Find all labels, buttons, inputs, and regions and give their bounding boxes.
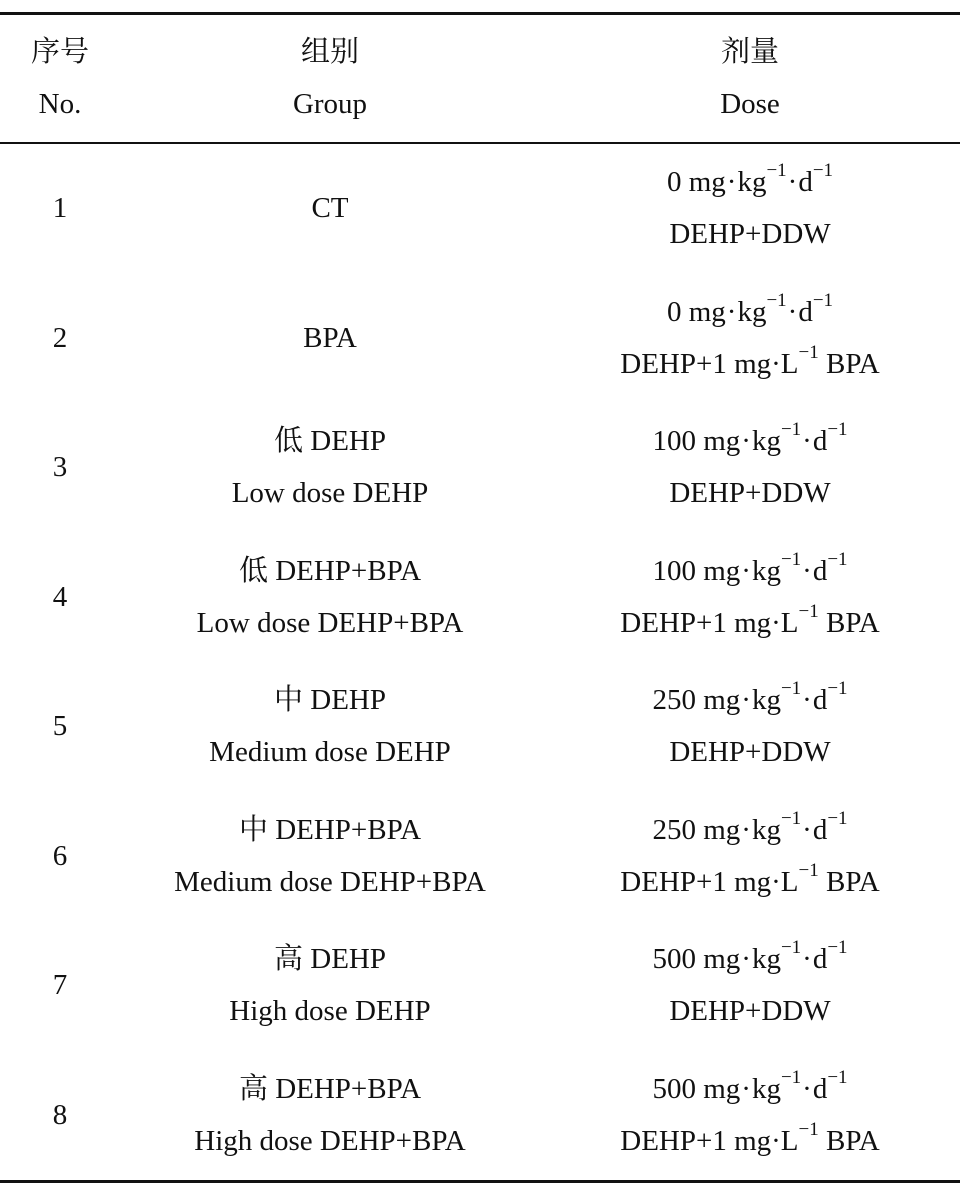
dose-amount-line <box>540 1063 960 1115</box>
dose-vehicle-line: DEHP+DDW <box>669 477 831 509</box>
row-group-zh: 低 DEHP+BPA <box>238 555 422 587</box>
dose-exp: −1 <box>780 678 802 700</box>
dose-exp: −1 <box>798 860 819 882</box>
row-group-en: Low dose DEHP+BPA <box>196 607 464 639</box>
dose-exp: −1 <box>798 342 819 364</box>
header-no-en: No. <box>38 88 82 120</box>
row-no: 5 <box>52 710 68 742</box>
dose-dot: · <box>741 814 751 846</box>
dose-vehicle-line: DEHP+DDW <box>669 995 831 1027</box>
row-group-zh: 高 DEHP <box>274 943 386 975</box>
dose-amount-line <box>540 804 960 856</box>
row-dose-cell <box>540 804 960 908</box>
dose-vehicle-pre: DEHP+1 mg·L <box>620 607 799 639</box>
dose-dot: · <box>802 814 812 846</box>
dose-amount-value: 100 mg <box>652 555 741 587</box>
dose-exp: −1 <box>780 937 802 959</box>
dose-dot: · <box>741 425 751 457</box>
dose-unit-d: d <box>812 943 828 975</box>
dose-dot: · <box>802 943 812 975</box>
row-group-en: High dose DEHP <box>229 995 431 1027</box>
header-no <box>0 26 120 130</box>
row-no: 4 <box>52 581 68 613</box>
dose-exp: −1 <box>780 808 802 830</box>
top-rule <box>0 12 960 15</box>
dose-dot: · <box>802 684 812 716</box>
dose-exp: −1 <box>780 419 802 441</box>
row-group-zh: 中 DEHP+BPA <box>238 814 422 846</box>
header-dose-zh: 剂量 <box>720 36 779 68</box>
dose-exp: −1 <box>827 937 848 959</box>
row-group-en: Medium dose DEHP+BPA <box>174 866 486 898</box>
dose-unit-kg: kg <box>751 814 781 846</box>
dose-vehicle-line <box>540 338 960 390</box>
row-no: 1 <box>52 192 68 224</box>
dose-unit-kg: kg <box>751 425 781 457</box>
dose-unit-kg: kg <box>751 684 781 716</box>
dose-vehicle-pre: DEHP+1 mg·L <box>620 866 799 898</box>
dose-amount-line <box>540 286 960 338</box>
row-no-cell <box>0 959 120 1011</box>
dose-amount-value: 500 mg <box>652 943 741 975</box>
dose-exp: −1 <box>812 160 834 182</box>
dose-vehicle-pre: DEHP+1 mg·L <box>620 348 799 380</box>
dose-amount-line <box>540 933 960 985</box>
dose-vehicle-line: DEHP+DDW <box>669 736 831 768</box>
row-group-zh: BPA <box>303 322 357 354</box>
dose-unit-kg: kg <box>737 296 767 328</box>
dose-exp: −1 <box>766 290 787 312</box>
dose-unit-kg: kg <box>751 555 781 587</box>
dose-amount-line <box>540 545 960 597</box>
row-group-cell <box>120 933 540 1037</box>
dose-unit-d: d <box>812 684 828 716</box>
dose-amount-value: 250 mg <box>652 814 741 846</box>
dose-exp: −1 <box>798 601 819 623</box>
row-no-cell <box>0 830 120 882</box>
dose-vehicle-post: BPA <box>818 1125 880 1157</box>
dose-dot: · <box>802 1073 812 1105</box>
dose-dot: · <box>726 166 737 198</box>
row-group-zh: CT <box>311 192 349 224</box>
bottom-rule <box>0 1180 960 1183</box>
dose-exp: −1 <box>827 1067 848 1089</box>
dose-exp: −1 <box>780 1067 802 1089</box>
dose-unit-d: d <box>812 425 828 457</box>
row-group-zh: 中 DEHP <box>274 684 386 716</box>
dose-vehicle-line <box>540 1115 960 1167</box>
dose-dot: · <box>741 943 751 975</box>
row-no-cell <box>0 441 120 493</box>
dose-vehicle-post: BPA <box>818 348 880 380</box>
dose-amount-value: 100 mg <box>652 425 741 457</box>
row-no-cell <box>0 700 120 752</box>
dose-exp: −1 <box>827 678 848 700</box>
dose-dot: · <box>787 296 798 328</box>
dose-dot: · <box>802 555 812 587</box>
header-group <box>120 26 540 130</box>
row-no-cell <box>0 1089 120 1141</box>
dose-unit-d: d <box>798 166 813 198</box>
dose-dot: · <box>726 296 737 328</box>
dose-vehicle-line <box>540 856 960 908</box>
row-no-cell <box>0 182 120 234</box>
dose-amount-value: 500 mg <box>652 1073 741 1105</box>
dose-dot: · <box>802 425 812 457</box>
dose-amount-line <box>540 415 960 467</box>
dose-dot: · <box>741 684 751 716</box>
dose-dot: · <box>741 1073 751 1105</box>
dose-unit-d: d <box>812 555 828 587</box>
dose-unit-kg: kg <box>751 1073 781 1105</box>
header-no-zh: 序号 <box>30 36 89 68</box>
dose-vehicle-pre: DEHP+1 mg·L <box>620 1125 799 1157</box>
row-dose-cell <box>540 156 960 260</box>
dose-vehicle-line <box>540 597 960 649</box>
row-no: 2 <box>52 322 68 354</box>
dose-exp: −1 <box>780 549 802 571</box>
dose-unit-d: d <box>798 296 813 328</box>
header-dose-en: Dose <box>720 88 780 120</box>
row-no-cell <box>0 571 120 623</box>
header-group-zh: 组别 <box>300 36 359 68</box>
header-group-en: Group <box>292 88 368 120</box>
dose-exp: −1 <box>766 160 787 182</box>
row-group-zh: 低 DEHP <box>274 425 386 457</box>
dose-unit-d: d <box>812 814 828 846</box>
row-no: 8 <box>52 1099 68 1131</box>
row-group-cell <box>120 415 540 519</box>
row-group-zh: 高 DEHP+BPA <box>238 1073 422 1105</box>
dose-vehicle-post: BPA <box>818 607 880 639</box>
header-rule <box>0 142 960 144</box>
dose-amount-value: 0 mg <box>666 166 726 198</box>
dose-unit-d: d <box>812 1073 828 1105</box>
row-dose-cell <box>540 1063 960 1167</box>
row-group-en: Medium dose DEHP <box>209 736 451 768</box>
dose-unit-kg: kg <box>751 943 781 975</box>
row-no-cell <box>0 312 120 364</box>
row-group-cell <box>120 182 540 234</box>
row-dose-cell <box>540 415 960 519</box>
dose-exp: −1 <box>798 1119 819 1141</box>
dose-dot: · <box>787 166 798 198</box>
row-group-cell <box>120 545 540 649</box>
row-no: 7 <box>52 969 68 1001</box>
row-group-en: Low dose DEHP <box>231 477 429 509</box>
row-dose-cell <box>540 933 960 1037</box>
dose-amount-line <box>540 156 960 208</box>
dose-amount-line <box>540 674 960 726</box>
row-group-cell <box>120 312 540 364</box>
dose-exp: −1 <box>827 419 848 441</box>
row-group-en: High dose DEHP+BPA <box>194 1125 466 1157</box>
dose-exp: −1 <box>827 808 848 830</box>
row-group-cell <box>120 674 540 778</box>
dose-exp: −1 <box>812 290 834 312</box>
row-group-cell <box>120 1063 540 1167</box>
row-no: 3 <box>52 451 68 483</box>
row-group-cell <box>120 804 540 908</box>
header-dose <box>540 26 960 130</box>
dose-amount-value: 250 mg <box>652 684 741 716</box>
dose-vehicle-line: DEHP+DDW <box>669 218 831 250</box>
row-no: 6 <box>52 840 68 872</box>
row-dose-cell <box>540 674 960 778</box>
dose-vehicle-post: BPA <box>818 866 880 898</box>
row-dose-cell <box>540 286 960 390</box>
row-dose-cell <box>540 545 960 649</box>
dose-unit-kg: kg <box>737 166 767 198</box>
dose-exp: −1 <box>827 549 848 571</box>
dose-dot: · <box>741 555 751 587</box>
dose-amount-value: 0 mg <box>666 296 726 328</box>
